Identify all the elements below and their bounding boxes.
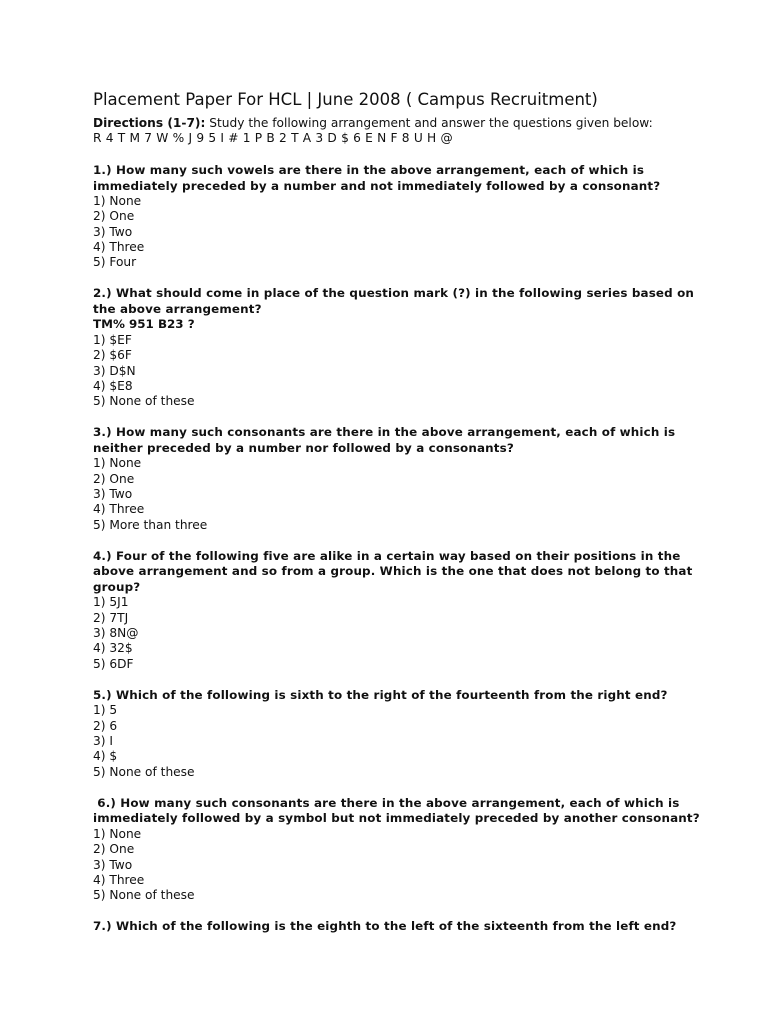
question-5 <box>93 688 713 780</box>
answer-option: 3) D$N <box>93 363 136 378</box>
answer-option: 3) Two <box>93 857 133 872</box>
answer-option: 1) None <box>93 456 142 471</box>
question-text: 2.) What should come in place of the question mark (?) in the following series based on the above arrangement? <box>93 286 695 316</box>
question-3 <box>93 425 713 532</box>
question-7 <box>93 919 713 935</box>
directions-label: Directions (1-7): <box>93 116 206 130</box>
answer-option: 1) None <box>93 194 142 208</box>
question-list <box>93 163 713 935</box>
answer-option: 3) 8N@ <box>93 626 139 641</box>
question-1 <box>93 163 713 270</box>
directions <box>93 116 713 131</box>
question-text: 6.) How many such consonants are there in the above arrangement, each of which is immediately followed by a symbol but not immediately preceded by another consonant? <box>93 795 700 826</box>
answer-option: 3) Two <box>93 487 133 502</box>
answer-option: 3) I <box>93 734 113 749</box>
directions-text: Study the following arrangement and answer the questions given below: <box>209 116 653 130</box>
question-text: 7.) Which of the following is the eighth to the left of the sixteenth from the left end? <box>93 919 677 934</box>
answer-option: 2) One <box>93 842 135 857</box>
question-series: TM% 951 B23 ? <box>93 317 195 332</box>
answer-option: 4) Three <box>93 872 145 887</box>
arrangement-sequence: R 4 T M 7 W % J 9 5 I # 1 P B 2 T A 3 D $ 6 E N F 8 U H @ <box>93 131 453 145</box>
answer-option: 2) 6 <box>93 718 118 733</box>
answer-option: 2) 7TJ <box>93 610 129 625</box>
answer-option: 1) 5J1 <box>93 595 129 610</box>
answer-option: 4) Three <box>93 239 145 254</box>
question-text: 4.) Four of the following five are alike in a certain way based on their positions in the above arrangement and so from a group. Which is the one that does not belong to that group? <box>93 548 693 594</box>
answer-option: 4) $ <box>93 749 118 764</box>
answer-option: 5) 6DF <box>93 656 134 671</box>
page-title: Placement Paper For HCL | June 2008 ( Campus Recruitment) <box>93 90 598 109</box>
answer-option: 4) Three <box>93 502 145 517</box>
document-content <box>93 90 713 951</box>
answer-option: 1) 5 <box>93 703 118 718</box>
answer-option: 5) None of these <box>93 394 195 409</box>
answer-option: 5) None of these <box>93 888 195 903</box>
question-4 <box>93 549 713 672</box>
answer-option: 5) None of these <box>93 764 195 779</box>
answer-option: 2) $6F <box>93 348 132 363</box>
question-text: 1.) How many such vowels are there in the above arrangement, each of which is immediately preceded by a number and not immediately followed by a consonant? <box>93 163 661 193</box>
question-text: 5.) Which of the following is sixth to the right of the fourteenth from the right end? <box>93 687 668 702</box>
answer-option: 1) None <box>93 826 142 841</box>
question-text: 3.) How many such consonants are there in the above arrangement, each of which is neither preceded by a number nor followed by a consonants? <box>93 425 676 455</box>
question-2 <box>93 286 713 409</box>
question-6 <box>93 796 713 903</box>
answer-option: 4) $E8 <box>93 378 133 393</box>
answer-option: 2) One <box>93 471 135 486</box>
answer-option: 5) More than three <box>93 517 208 532</box>
answer-option: 3) Two <box>93 224 133 239</box>
answer-option: 2) One <box>93 209 135 224</box>
answer-option: 5) Four <box>93 255 137 270</box>
answer-option: 1) $EF <box>93 332 132 347</box>
answer-option: 4) 32$ <box>93 641 133 656</box>
